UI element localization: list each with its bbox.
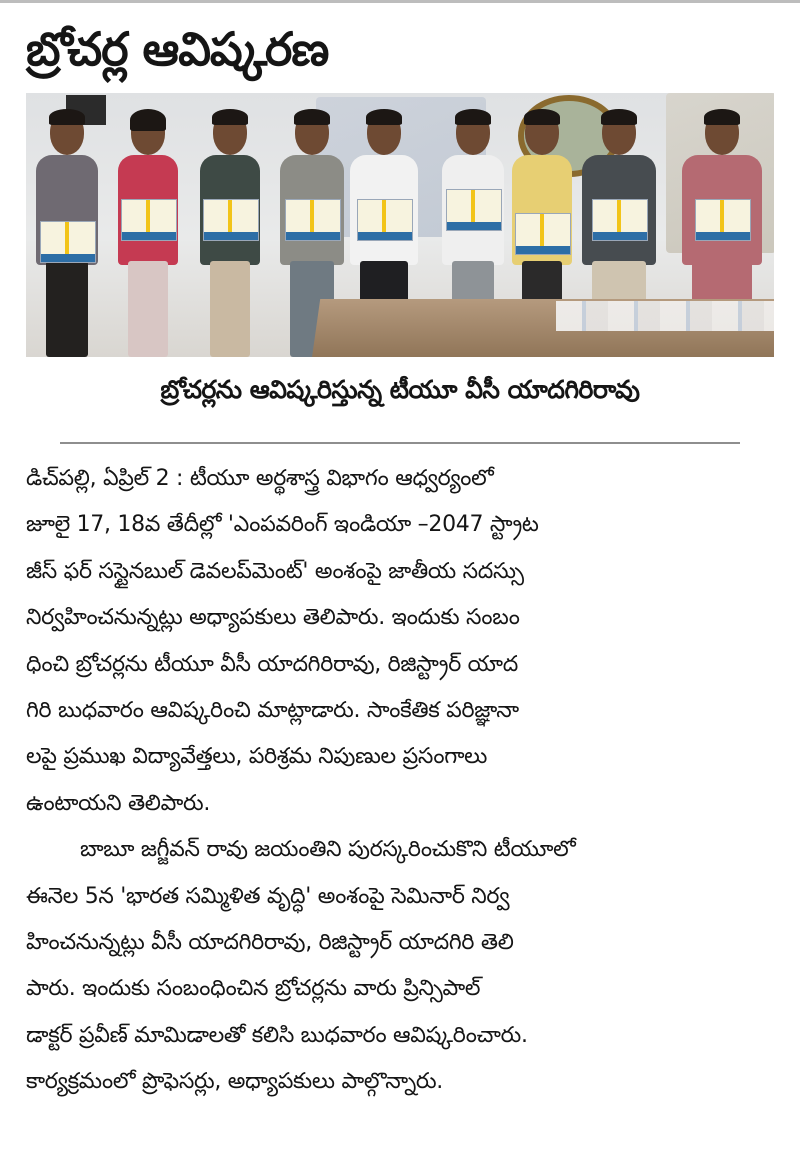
person-figure bbox=[192, 93, 268, 357]
article-line: ఉంటాయని తెలిపారు. bbox=[26, 790, 211, 816]
brochure bbox=[515, 213, 571, 255]
brochure bbox=[203, 199, 259, 241]
brochure bbox=[592, 199, 648, 241]
news-photo bbox=[26, 93, 774, 357]
brochure bbox=[121, 199, 177, 241]
headline: బ్రోచర్ల ఆవిష్కరణ bbox=[26, 22, 329, 76]
person-figure bbox=[28, 93, 106, 357]
article-line: డిచ్‌పల్లి, ఏప్రిల్ 2 : టీయూ అర్థశాస్త్ర విభాగం ఆధ్వర్యంలో bbox=[26, 466, 494, 491]
article-line: బాబూ జగ్జీవన్ రావు జయంతిని పురస్కరించుకొని టీయూలో bbox=[80, 837, 576, 863]
article-line: నిర్వహించనున్నట్లు అధ్యాపకులు తెలిపారు. ఇందుకు సంబం bbox=[26, 605, 520, 631]
brochure bbox=[40, 221, 96, 263]
article-line: డాక్టర్ ప్రవీణ్ మామిడాలతో కలిసి బుధవారం ఆవిష్కరించారు. bbox=[26, 1022, 528, 1048]
article-line: జీస్ ఫర్ సస్టైనబుల్ డెవలప్‌మెంట్' అంశంపై జాతీయ సదస్సు bbox=[26, 558, 524, 584]
article-line: ఈనెల 5న 'భారత సమ్మిళిత వృద్ధి' అంశంపై సెమినార్ నిర్వ bbox=[26, 883, 510, 909]
article-line: గిరి బుధవారం ఆవిష్కరించి మాట్లాడారు. సాంకేతిక పరిజ్ఞానా bbox=[26, 698, 519, 724]
article-line: లపై ప్రముఖ విద్యావేత్తలు, పరిశ్రమ నిపుణుల ప్రసంగాలు bbox=[26, 744, 488, 770]
article-body bbox=[26, 456, 776, 1106]
papers-on-table bbox=[556, 301, 774, 331]
brochure bbox=[357, 199, 413, 241]
brochure bbox=[695, 199, 751, 241]
top-rule bbox=[0, 0, 800, 3]
article-line: జూలై 17, 18వ తేదీల్లో 'ఎంపవరింగ్ ఇండియా –2047 స్ట్రాట bbox=[26, 512, 539, 538]
caption-divider bbox=[60, 442, 740, 444]
article-line: కార్యక్రమంలో ప్రొఫెసర్లు, అధ్యాపకులు పాల్గొన్నారు. bbox=[26, 1069, 443, 1095]
article-line: హించనున్నట్లు వీసీ యాదగిరిరావు, రిజిస్ట్రార్ యాదగిరి తెలి bbox=[26, 930, 514, 956]
person-figure bbox=[110, 93, 186, 357]
brochure bbox=[285, 199, 341, 241]
photo-caption: బ్రోచర్లను ఆవిష్కరిస్తున్న టీయూ వీసీ యాదగిరిరావు bbox=[160, 375, 640, 404]
article-line: పారు. ఇందుకు సంబంధించిన బ్రోచర్లను వారు ప్రిన్సిపాల్ bbox=[26, 976, 481, 1002]
brochure bbox=[446, 189, 502, 231]
article-line: ధించి బ్రోచర్లను టీయూ వీసీ యాదగిరిరావు, రిజిస్ట్రార్ యాద bbox=[26, 651, 518, 677]
